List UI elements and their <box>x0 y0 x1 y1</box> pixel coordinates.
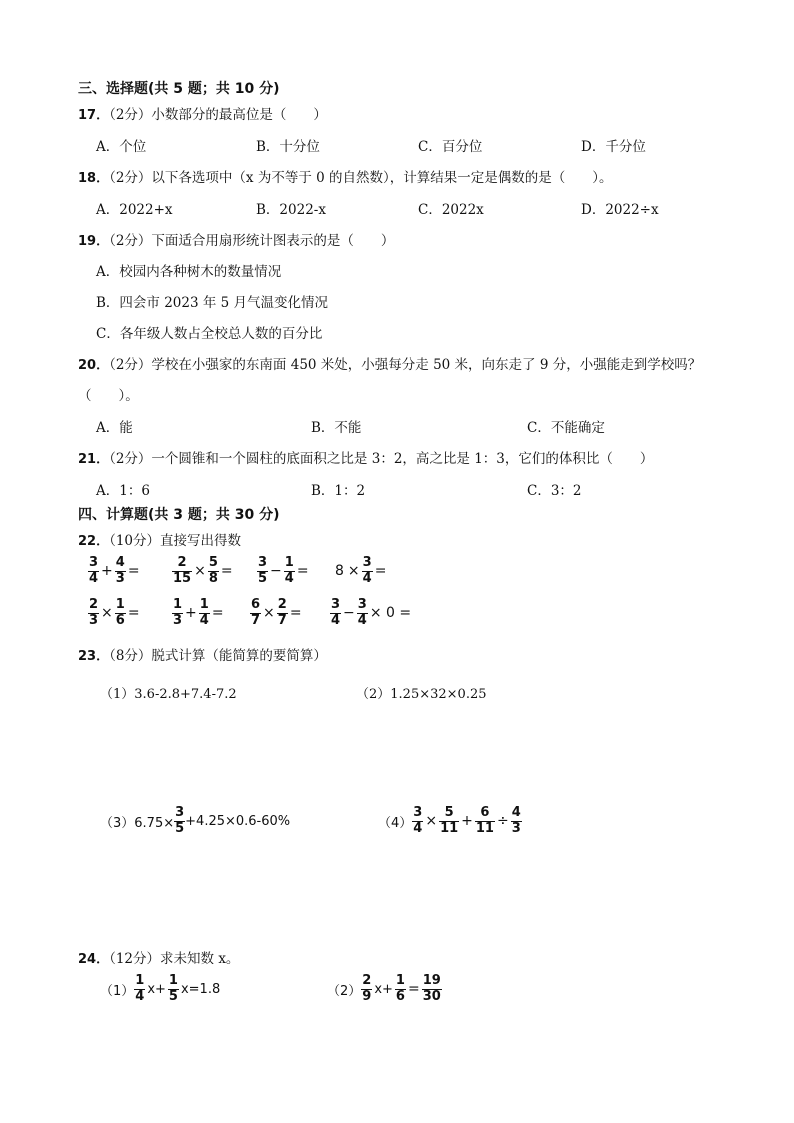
question-number: 22． <box>78 534 110 549</box>
fraction: $\frac{3}{4}$ <box>413 805 423 836</box>
section-3-title: 三、选择题(共 5 题；共 10 分) <box>78 81 280 97</box>
question-number: 19． <box>78 234 110 249</box>
fraction: $\frac{3}{5}$ <box>258 555 268 586</box>
question-17 <box>78 103 327 123</box>
q22-expr-4: 8 × $\frac{3}{4}$ = <box>335 555 387 586</box>
fraction: $\frac{5}{11}$ <box>440 805 459 836</box>
fraction: $\frac{1}{4}$ <box>135 973 145 1004</box>
q17-option-a: A．个位 <box>96 139 147 155</box>
q23-part-1: （1）3.6-2.8+7.4-7.2 <box>100 687 237 702</box>
fraction: $\frac{4}{3}$ <box>511 805 521 836</box>
fraction: $\frac{2}{7}$ <box>277 597 287 628</box>
fraction: $\frac{3}{5}$ <box>175 805 185 836</box>
question-22 <box>78 529 241 549</box>
question-text: （2分）下面适合用扇形统计图表示的是（ ） <box>109 233 395 249</box>
question-text: （2分）学校在小强家的东南面 450 米处，小强每分走 50 米，向东走了 9 分，小强能走到学校吗？ <box>109 357 702 373</box>
question-number: 24． <box>78 952 110 967</box>
q22-expr-1: $\frac{3}{4}$ + $\frac{4}{3}$ = <box>89 555 140 586</box>
fraction: $\frac{1}{3}$ <box>173 597 183 628</box>
fraction: $\frac{3}{4}$ <box>331 597 341 628</box>
fraction: $\frac{2}{3}$ <box>89 597 99 628</box>
question-24 <box>78 947 239 967</box>
q17-option-d: D．千分位 <box>581 139 646 155</box>
fraction: $\frac{1}{5}$ <box>168 973 178 1004</box>
fraction: $\frac{19}{30}$ <box>422 973 441 1004</box>
q18-option-c: C．2022x <box>418 202 484 218</box>
section-4-title: 四、计算题(共 3 题；共 30 分) <box>78 507 280 523</box>
fraction: $\frac{1}{4}$ <box>284 555 294 586</box>
q24-equation-2: （2） $\frac{2}{9}$ x+ $\frac{1}{6}$ = $\frac{19}{30}$ <box>327 973 441 1004</box>
q23-part-2: （2）1.25×32×0.25 <box>356 687 487 702</box>
q18-option-b: B．2022-x <box>256 202 326 218</box>
fraction: $\frac{5}{8}$ <box>208 555 218 586</box>
question-number: 20． <box>78 358 110 373</box>
question-number: 18． <box>78 171 110 186</box>
fraction: $\frac{1}{6}$ <box>395 973 405 1004</box>
q21-option-b: B．1：2 <box>311 483 366 499</box>
question-text: （8分）脱式计算（能简算的要简算） <box>109 648 327 664</box>
q19-option-a: A．校园内各种树木的数量情况 <box>96 264 282 280</box>
fraction: $\frac{2}{15}$ <box>173 555 192 586</box>
q22-expr-8: $\frac{3}{4}$ − $\frac{3}{4}$ × 0 = <box>331 597 412 628</box>
question-19 <box>78 229 394 249</box>
question-23 <box>78 644 327 664</box>
question-text: （12分）求未知数 x。 <box>109 951 240 967</box>
q19-option-b: B．四会市 2023 年 5 月气温变化情况 <box>96 295 329 311</box>
q18-option-d: D．2022÷x <box>581 202 659 218</box>
question-21 <box>78 447 653 467</box>
question-20-blank: （ ）。 <box>78 388 139 404</box>
fraction: $\frac{6}{7}$ <box>251 597 261 628</box>
fraction: $\frac{4}{3}$ <box>115 555 125 586</box>
fraction: $\frac{3}{4}$ <box>357 597 367 628</box>
q22-expr-5: $\frac{2}{3}$ × $\frac{1}{6}$ = <box>89 597 140 628</box>
q23-part-3: （3）6.75× $\frac{3}{5}$ +4.25×0.6-60% <box>100 805 291 836</box>
fraction: $\frac{3}{4}$ <box>89 555 99 586</box>
fraction: $\frac{1}{4}$ <box>199 597 209 628</box>
q22-expr-6: $\frac{1}{3}$ + $\frac{1}{4}$ = <box>173 597 224 628</box>
question-18 <box>78 166 613 186</box>
q20-option-a: A．能 <box>96 420 133 436</box>
question-number: 23． <box>78 649 110 664</box>
fraction: $\frac{3}{4}$ <box>362 555 372 586</box>
fraction: $\frac{1}{6}$ <box>115 597 125 628</box>
q22-expr-2: $\frac{2}{15}$ × $\frac{5}{8}$ = <box>173 555 233 586</box>
q22-expr-3: $\frac{3}{5}$ − $\frac{1}{4}$ = <box>258 555 309 586</box>
q20-option-c: C．不能确定 <box>527 420 605 436</box>
q17-option-b: B．十分位 <box>256 139 320 155</box>
question-text: （2分）以下各选项中（x 为不等于 0 的自然数），计算结果一定是偶数的是（ ）。 <box>109 170 613 186</box>
fraction: $\frac{2}{9}$ <box>362 973 372 1004</box>
q19-option-c: C．各年级人数占全校总人数的百分比 <box>96 326 323 342</box>
q17-option-c: C．百分位 <box>418 139 483 155</box>
q24-equation-1: （1） $\frac{1}{4}$ x+ $\frac{1}{5}$ x=1.8 <box>100 973 221 1004</box>
question-number: 17． <box>78 108 110 123</box>
q21-option-a: A．1：6 <box>96 483 150 499</box>
fraction: $\frac{6}{11}$ <box>475 805 494 836</box>
q22-expr-7: $\frac{6}{7}$ × $\frac{2}{7}$ = <box>251 597 302 628</box>
question-text: （2分）小数部分的最高位是（ ） <box>109 107 327 123</box>
q23-part-4: （4） $\frac{3}{4}$ × $\frac{5}{11}$ + $\frac{6}{11}$ ÷ $\frac{4}{3}$ <box>378 805 521 836</box>
q20-option-b: B．不能 <box>311 420 362 436</box>
question-text: （2分）一个圆锥和一个圆柱的底面积之比是 3：2，高之比是 1：3，它们的体积比（ ） <box>109 451 654 467</box>
q18-option-a: A．2022+x <box>96 202 173 218</box>
question-text: （10分）直接写出得数 <box>109 533 242 549</box>
q21-option-c: C．3：2 <box>527 483 582 499</box>
question-number: 21． <box>78 452 110 467</box>
question-20 <box>78 353 701 373</box>
